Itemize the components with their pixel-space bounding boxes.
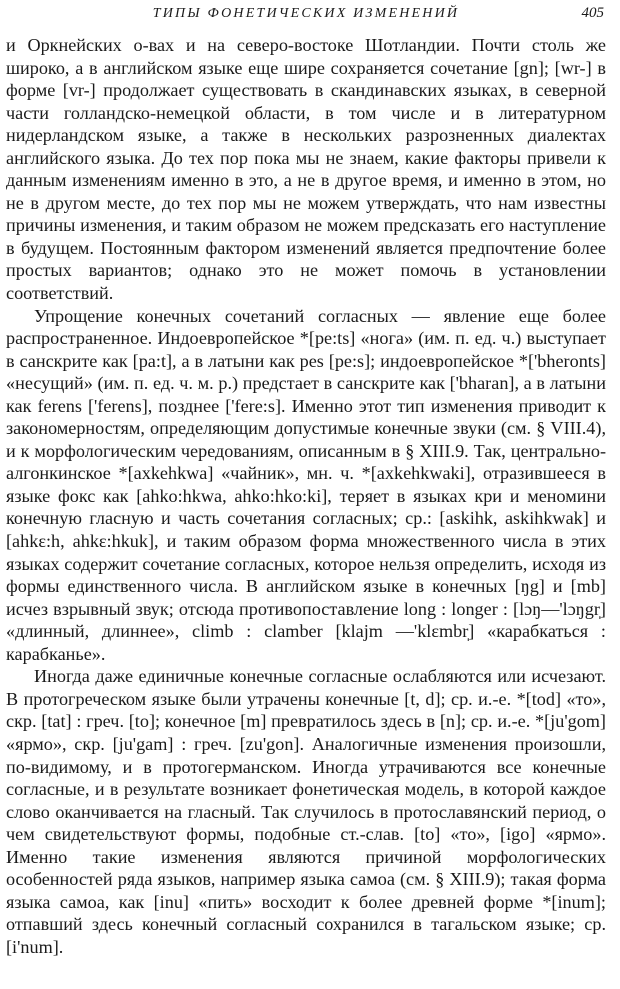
page-number: 405 xyxy=(581,5,604,21)
running-title: ТИПЫ ФОНЕТИЧЕСКИХ ИЗМЕНЕНИЙ xyxy=(152,6,460,21)
body-text xyxy=(6,34,606,958)
page-header xyxy=(6,4,606,34)
paragraph-final-consonants: Иногда даже единичные конечные согласные ослабляются или исчезают. В протогреческом языке были утрачены конечные [t, d]; ср. и.-е. *[tod] «то», скр. [tat] : греч. [to]; конечное [m] превратилось здесь в [n]; ср. и.-е. *[ju'gom] «ярмо», скр. [ju'gam] : греч. [zu'gon]. Аналогичные изменения произошли, по-видимому, и в протогерманском. Иногда утрачиваются все конечные согласные, и в результате возникает фонетическая модель, в которой каждое слово оканчивается на гласный. Так случилось в протославянский период, о чем свидетельствуют формы, подобные ст.-слав. [to] «то», [igo] «ярмо». Именно такие изменения являются причиной морфологических особенностей ряда языков, например языка самоа (см. § XIII.9); такая форма языка самоа, как [inu] «пить» восходит к более древней форме *[inum]; отпавший здесь конечный согласный сохранился в тагальском языке; ср. [i'num]. xyxy=(6,666,606,957)
paragraph-final-clusters: Упрощение конечных сочетаний согласных — явление еще более распространенное. Индоевропейское *[pe:ts] «нога» (им. п. ед. ч.) выступает в санскрите как [pa:t], а в латыни как pes [pe:s]; индоевропейское *['bheronts] «несущий» (им. п. ед. ч. м. р.) предстает в санскрите как ['bharan], а в латыни как ferens ['ferens], позднее ['fere:s]. Именно этот тип изменения приводит к закономерностям, определяющим допустимые конечные звуки (см. § VIII.4), и к морфологическим чередованиям, описанным в § XIII.9. Так, центрально-алгонкинское *[axkehkwa] «чайник», мн. ч. *[axkehkwaki], отразившееся в языке фокс как [ahko:hkwa, ahko:hko:ki], теряет в языках кри и меномини конечную гласную и часть сочетания согласных; ср.: [askihk, askihkwak] и [ahkɛ:h, ahkɛ:hkuk], и таким образом форма множественного числа в этих языках содержит сочетание согласных, которое нельзя определить, исходя из формы единственного числа. В английском языке в конечных [ŋg] и [mb] исчез взрывный звук; отсюда противопоставление long : longer : [lɔŋ—'lɔŋgr̩] «длинный, длиннее», climb : clamber [klajm —'klɛmbr̩] «карабкаться : карабканье». xyxy=(6,305,606,664)
paragraph-continued: и Оркнейских о-вах и на северо-востоке Шотландии. Почти столь же широко, а в английском языке еще шире сохраняется сочетание [gn]; [wr-] в форме [vr-] продолжает существовать в скандинавских языках, в северной части голландско-немецкой области, в том числе и в литературном нидерландском языке, а также в нескольких разрозненных диалектах английского языка. До тех пор пока мы не знаем, какие факторы привели к данным изменениям именно в это, а не в другое время, и именно в этом, но не в другом месте, до тех пор мы не можем утверждать, что нам известны причины изменения, и таким образом не можем предсказать его наступление в будущем. Постоянным фактором изменений является предпочтение более простых вариантов; однако это не может помочь в установлении соответствий. xyxy=(6,35,606,304)
